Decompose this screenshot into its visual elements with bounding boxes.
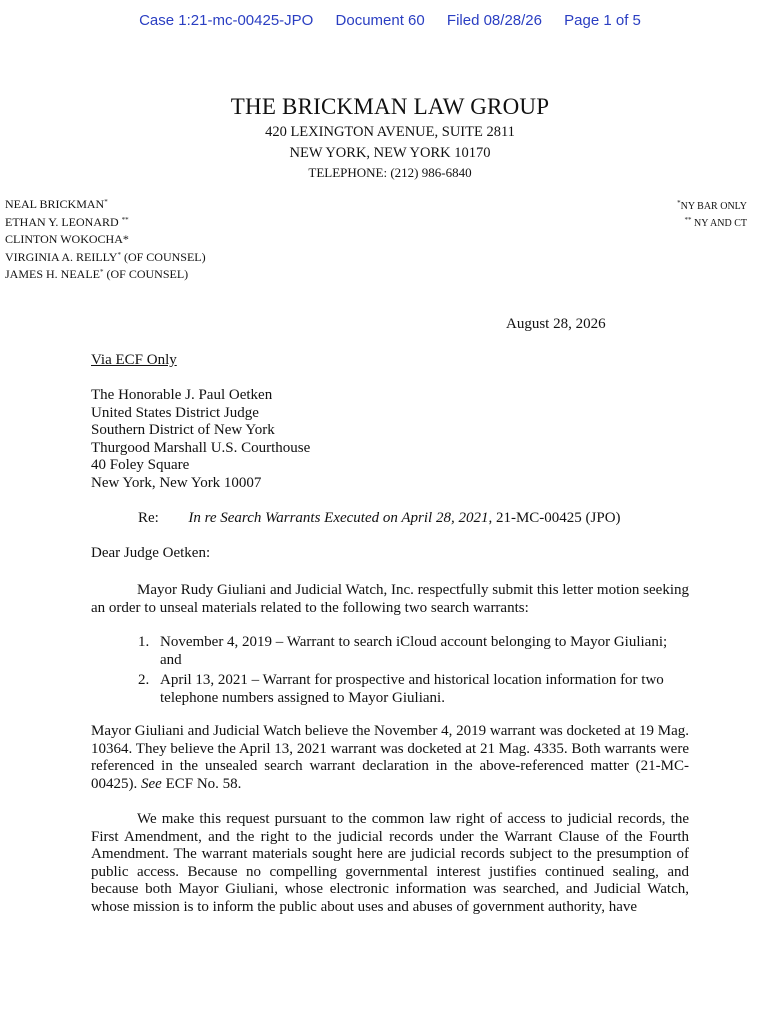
letter-date: August 28, 2026 — [506, 316, 606, 332]
re-line — [138, 510, 621, 527]
ecf-header — [0, 12, 780, 29]
document-number: Document 60 — [335, 12, 425, 29]
re-label: Re: — [138, 510, 159, 526]
paragraph-intro: Mayor Rudy Giuliani and Judicial Watch, Inc. respectfully submit this letter motion seeking an order to unseal materials related to the following two search warrants: — [91, 582, 689, 616]
recipient-line: The Honorable J. Paul Oetken — [91, 387, 273, 403]
list-item: 2. April 13, 2021 – Warrant for prospective and historical location information for two telephone numbers assigned to Mayor Giuliani. — [138, 672, 664, 706]
warrant-list — [138, 634, 689, 710]
page-indicator: Page 1 of 5 — [564, 12, 641, 29]
filed-date: Filed 08/28/26 — [446, 12, 542, 29]
case-number: Case 1:21-mc-00425-JPO — [139, 12, 314, 29]
re-case-title: In re Search Warrants Executed on April 28, 2021 — [188, 510, 489, 526]
firm-name: THE BRICKMAN LAW GROUP — [230, 94, 550, 119]
paragraph-basis: We make this request pursuant to the common law right of access to judicial records, the First Amendment, and the right to the judicial records under the Warrant Clause of the Fourth Amendment. The warrant materials sought here are judicial records subject to the presumption of public access. Because no compelling governmental interest justifies continued sealing, and because both Mayor Giuliani, whose electronic information was searched, and Judicial Watch, whose mission is to inform the public about uses and abuses of government authority, have — [91, 811, 689, 915]
firm-telephone: TELEPHONE: (212) 986-6840 — [308, 165, 472, 180]
salutation: Dear Judge Oetken: — [91, 545, 211, 561]
bar-admission-notes — [677, 198, 747, 232]
firm-address-line2: NEW YORK, NEW YORK 10170 — [289, 145, 491, 161]
re-case-number: , 21-MC-00425 (JPO) — [488, 510, 621, 526]
delivery-method: Via ECF Only — [91, 352, 177, 368]
attorney-entry: NEAL BRICKMAN* — [5, 197, 108, 211]
recipient-line: United States District Judge — [91, 404, 259, 421]
attorney-entry: VIRGINIA A. REILLY* (OF COUNSEL) — [5, 249, 206, 264]
attorney-entry: CLINTON WOKOCHA* — [5, 232, 129, 246]
list-item: 1. November 4, 2019 – Warrant to search iCloud account belonging to Mayor Giuliani; and — [138, 634, 668, 668]
bar-note: *NY BAR ONLY — [677, 199, 747, 212]
firm-address-line1: 420 LEXINGTON AVENUE, SUITE 2811 — [265, 124, 515, 140]
recipient-line: New York, New York 10007 — [91, 474, 262, 491]
attorney-entry: ETHAN Y. LEONARD ** — [5, 214, 129, 229]
recipient-line: Southern District of New York — [91, 422, 275, 439]
recipient-address — [91, 387, 310, 493]
recipient-line: Thurgood Marshall U.S. Courthouse — [91, 439, 311, 456]
recipient-line: 40 Foley Square — [91, 457, 190, 474]
attorney-entry: JAMES H. NEALE* (OF COUNSEL) — [5, 267, 189, 281]
bar-note: ** NY AND CT — [684, 216, 747, 229]
attorney-list — [5, 196, 206, 284]
paragraph-docketing: Mayor Giuliani and Judicial Watch believe the November 4, 2019 warrant was docketed at 19 Mag. 10364. They believe the April 13, 2021 warrant was docketed at 21 Mag. 4335. Both warrants were referenced in the unsealed search warrant declaration in the above-referenced matter (21-MC-00425). See ECF No. 58. — [91, 723, 689, 792]
